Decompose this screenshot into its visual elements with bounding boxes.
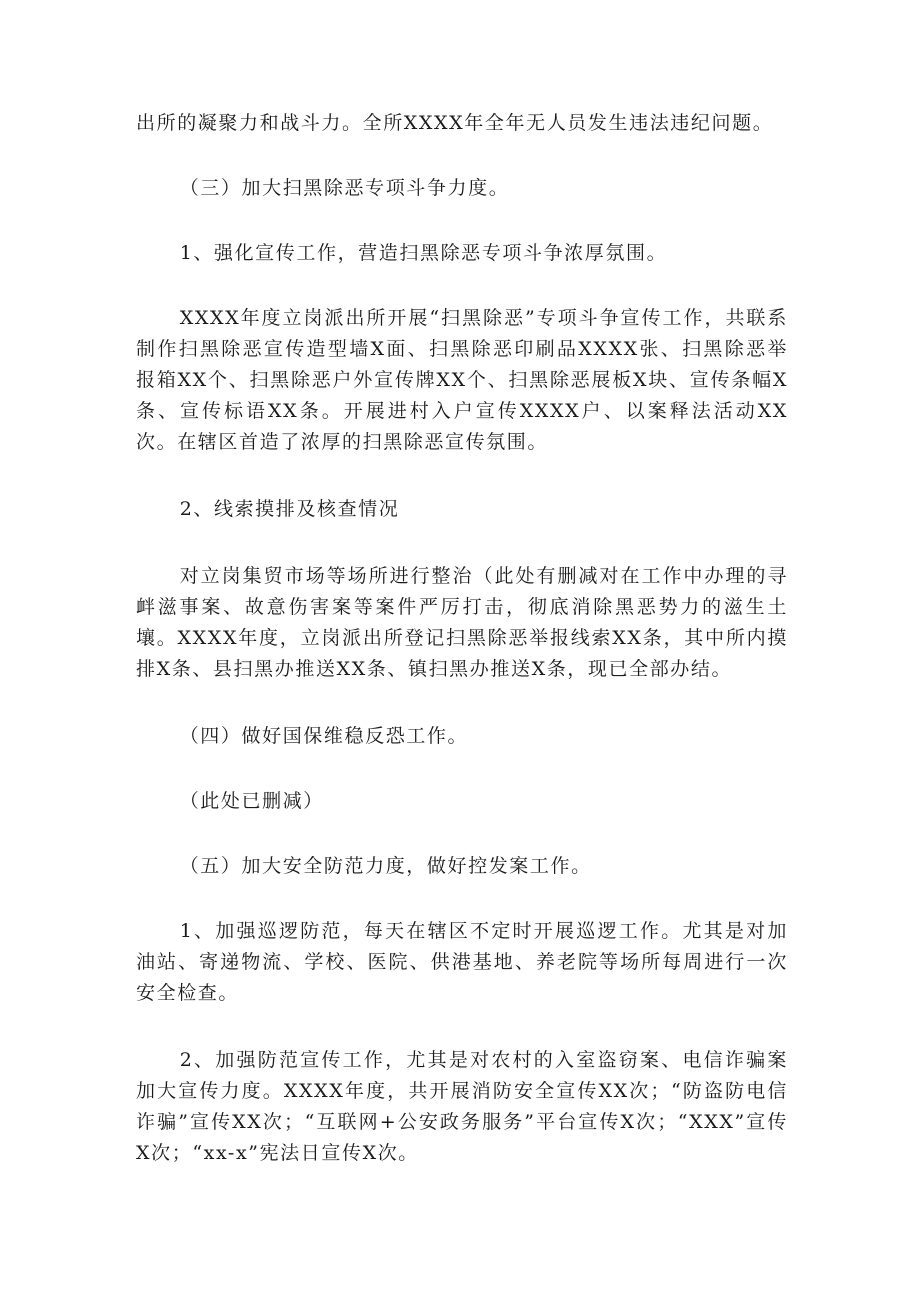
paragraph-conclusion-line: 出所的凝聚力和战斗力。全所XXXX年全年无人员发生违法违纪问题。 (136, 112, 774, 134)
paragraph-clue-investigation: 对立岗集贸市场等场所进行整治（此处有删减对在工作中办理的寻衅滋事案、故意伤害案等案件严厉打击，彻底消除黑恶势力的滋生土壤。XXXX年度，立岗派出所登记扫黑除恶举报线索XX条，其中所内摸排X条、县扫黑办推送XX条、镇扫黑办推送X条，现已全部办结。 (136, 565, 788, 680)
document-body (136, 108, 788, 1169)
paragraph-patrol-prevention: 1、加强巡逻防范，每天在辖区不定时开展巡逻工作。尤其是对加油站、寄递物流、学校、医院、供港基地、养老院等场所每周进行一次安全检查。 (136, 920, 788, 1004)
section-heading-4: （四）做好国保维稳反恐工作。 (179, 725, 469, 747)
section-heading-5: （五）加大安全防范力度，做好控发案工作。 (179, 855, 592, 877)
subheading-3-2: 2、线索摸排及核查情况 (179, 498, 400, 520)
paragraph-prevention-publicity: 2、加强防范宣传工作，尤其是对农村的入室盗窃案、电信诈骗案加大宣传力度。XXXX年度，共开展消防安全宣传XX次；“防盗防电信诈骗”宣传XX次；“互联网+公安政务服务”平台宣传X次；“XXX”宣传X次；“xx-x”宪法日宣传X次。 (136, 1049, 788, 1164)
section-heading-3: （三）加大扫黑除恶专项斗争力度。 (179, 177, 510, 199)
paragraph-deleted-note: （此处已删减） (179, 790, 324, 812)
paragraph-propaganda-work: XXXX年度立岗派出所开展“扫黑除恶”专项斗争宣传工作，共联系制作扫黑除恶宣传造型墙X面、扫黑除恶印刷品XXXX张、扫黑除恶举报箱XX个、扫黑除恶户外宣传牌XX个、扫黑除恶展板X块、宣传条幅X条、宣传标语XX条。开展进村入户宣传XXXX户、以案释法活动XX次。在辖区首造了浓厚的扫黑除恶宣传氛围。 (136, 307, 788, 453)
subheading-3-1: 1、强化宣传工作，营造扫黑除恶专项斗争浓厚氛围。 (179, 242, 668, 264)
